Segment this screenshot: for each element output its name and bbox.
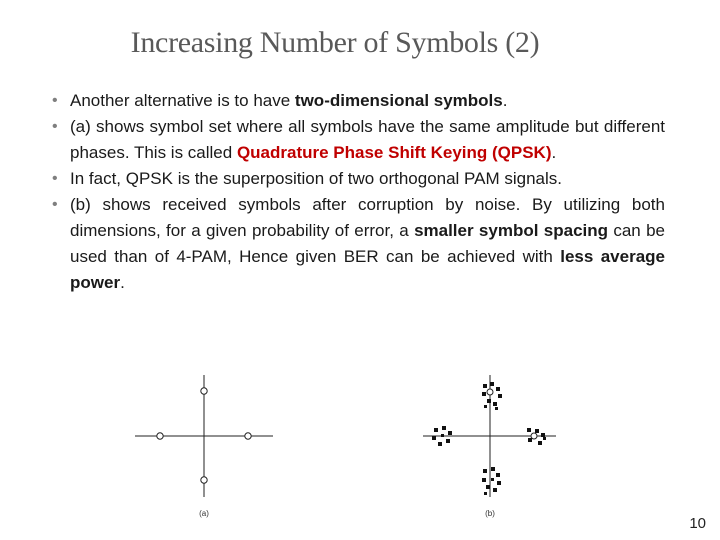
noise-cluster: [482, 467, 501, 495]
bullet-item: [52, 114, 665, 166]
text-run-bold: smaller symbol spacing: [414, 221, 609, 240]
text-run: .: [120, 273, 125, 292]
bullet-list: [52, 88, 665, 296]
text-run-highlight: Quadrature Phase Shift Keying (QPSK): [236, 143, 552, 162]
bullet-dot-icon: •: [52, 196, 58, 213]
bullet-text: [70, 117, 665, 162]
text-run: (b) shows received symbols after corruption by noise. By utilizing both dimensions, for a given probability of error, a: [70, 195, 665, 240]
symbol-point: [201, 477, 207, 483]
bullet-item: [52, 192, 665, 296]
text-run: .: [551, 143, 557, 162]
symbol-point: [245, 433, 251, 439]
constellation-figure: [130, 375, 570, 525]
bullet-text: [70, 195, 665, 292]
symbol-point: [201, 388, 207, 394]
bullet-text: [70, 169, 562, 188]
bullet-dot-icon: •: [52, 170, 58, 187]
text-run: In fact, QPSK is the superposition of two orthogonal PAM signals.: [70, 169, 562, 188]
bullet-dot-icon: •: [52, 92, 58, 109]
figure-label-a: (a): [199, 509, 209, 518]
constellation-a: [135, 375, 273, 518]
bullet-dot-icon: •: [52, 118, 58, 135]
text-run-bold: less average power: [70, 247, 665, 292]
slide-title: Increasing Number of Symbols (2): [130, 26, 540, 59]
text-run: (a) shows symbol set where all symbols have the same amplitude but different phases. This is called: [70, 117, 665, 162]
bullet-item: [52, 88, 665, 114]
symbol-point: [157, 433, 163, 439]
text-run: can be used than of 4-PAM, Hence given BER can be achieved with: [70, 221, 665, 266]
bullet-item: [52, 166, 665, 192]
text-run: Another alternative is to have: [70, 91, 295, 110]
noise-cluster: [482, 382, 502, 410]
constellation-b: [423, 375, 556, 518]
page-number: 10: [689, 515, 706, 532]
bullet-text: [70, 91, 507, 110]
figure-label-b: (b): [485, 509, 495, 518]
text-run: .: [502, 91, 508, 110]
text-run-bold: two-dimensional symbols: [294, 91, 503, 110]
